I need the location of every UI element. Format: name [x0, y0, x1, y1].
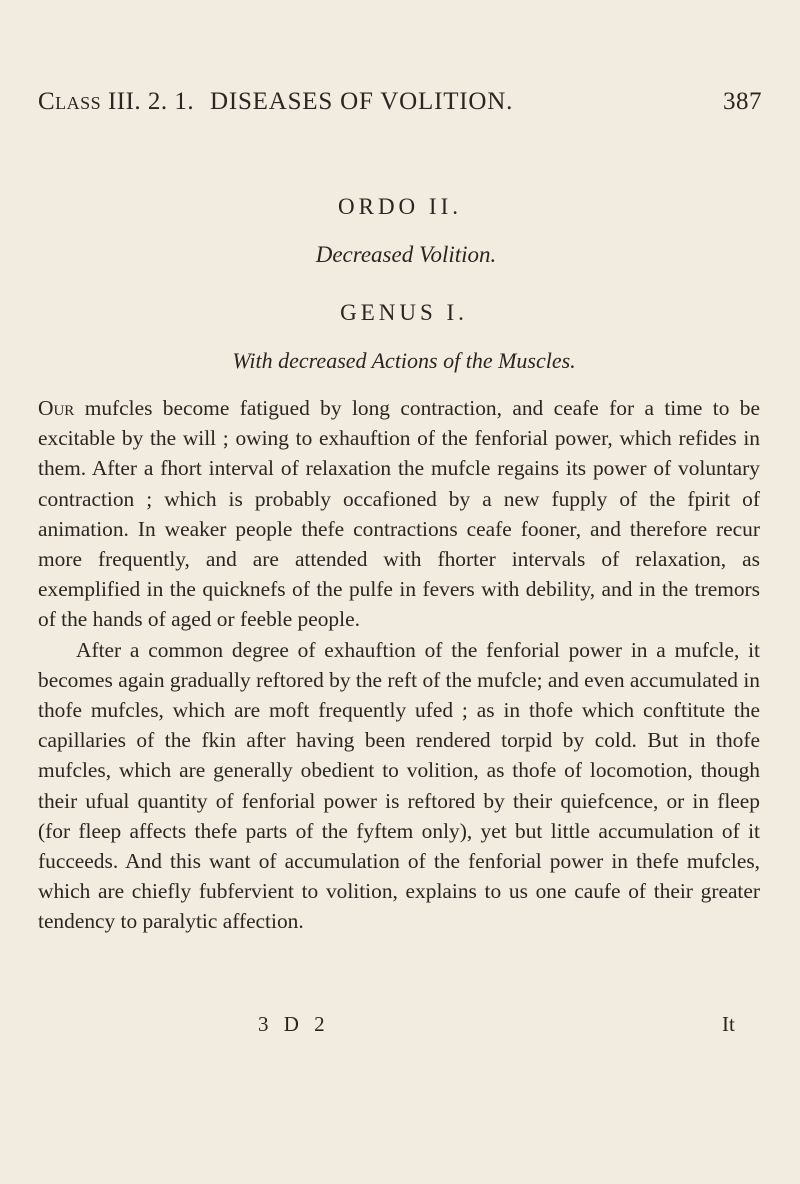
body-text	[38, 393, 760, 937]
paragraph-text: mufcles become fatigued by long contraction, and ceafe for a time to be excitable by the will ; owing to exhauftion of the fenforial power, which refides in them. After a fhort interval of relaxation the mufcle regains its power of voluntary contraction ; which is probably occafioned by a new fupply of the fpirit of animation. In weaker people thefe contractions ceafe fooner, and therefore recur more frequently, and are attended with fhorter intervals of relaxation, as exemplified in the quicknefs of the pulfe in fevers with debility, and in the tremors of the hands of aged or feeble people.	[38, 396, 760, 632]
paragraph-first-word: Our	[38, 396, 75, 420]
running-head-title: DISEASES OF VOLITION.	[210, 88, 514, 115]
genus-heading: GENUS I.	[340, 300, 468, 325]
ordo-subtitle: Decreased Volition.	[315, 242, 497, 267]
genus-subtitle: With decreased Actions of the Muscles.	[232, 348, 576, 373]
running-head	[38, 88, 762, 118]
page-number: 387	[723, 88, 762, 115]
paragraph-1	[38, 393, 760, 635]
ordo-heading: ORDO II.	[338, 194, 462, 219]
paragraph-2: After a common degree of exhauftion of the fenforial power in a mufcle, it becomes again gradually reftored by the reft of the mufcle; and even accumulated in thofe mufcles, which are moft frequently ufed ; as in thofe which conftitute the capillaries of the fkin after having been rendered torpid by cold. But in thofe mufcles, which are generally obedient to volition, as thofe of locomotion, though their ufual quantity of fenforial power is reftored by their quiefcence, or in fleep (for fleep affects thefe parts of the fyftem only), yet but little accumulation of it fucceeds. And this want of accumulation of the fenforial power in thefe mufcles, which are chiefly fubfervient to volition, explains to us one caufe of their greater tendency to paralytic affection.	[38, 637, 760, 934]
catchword: It	[722, 1012, 735, 1036]
signature-mark: 3 D 2	[258, 1012, 330, 1036]
running-head-section: Class III. 2. 1.	[38, 88, 195, 115]
